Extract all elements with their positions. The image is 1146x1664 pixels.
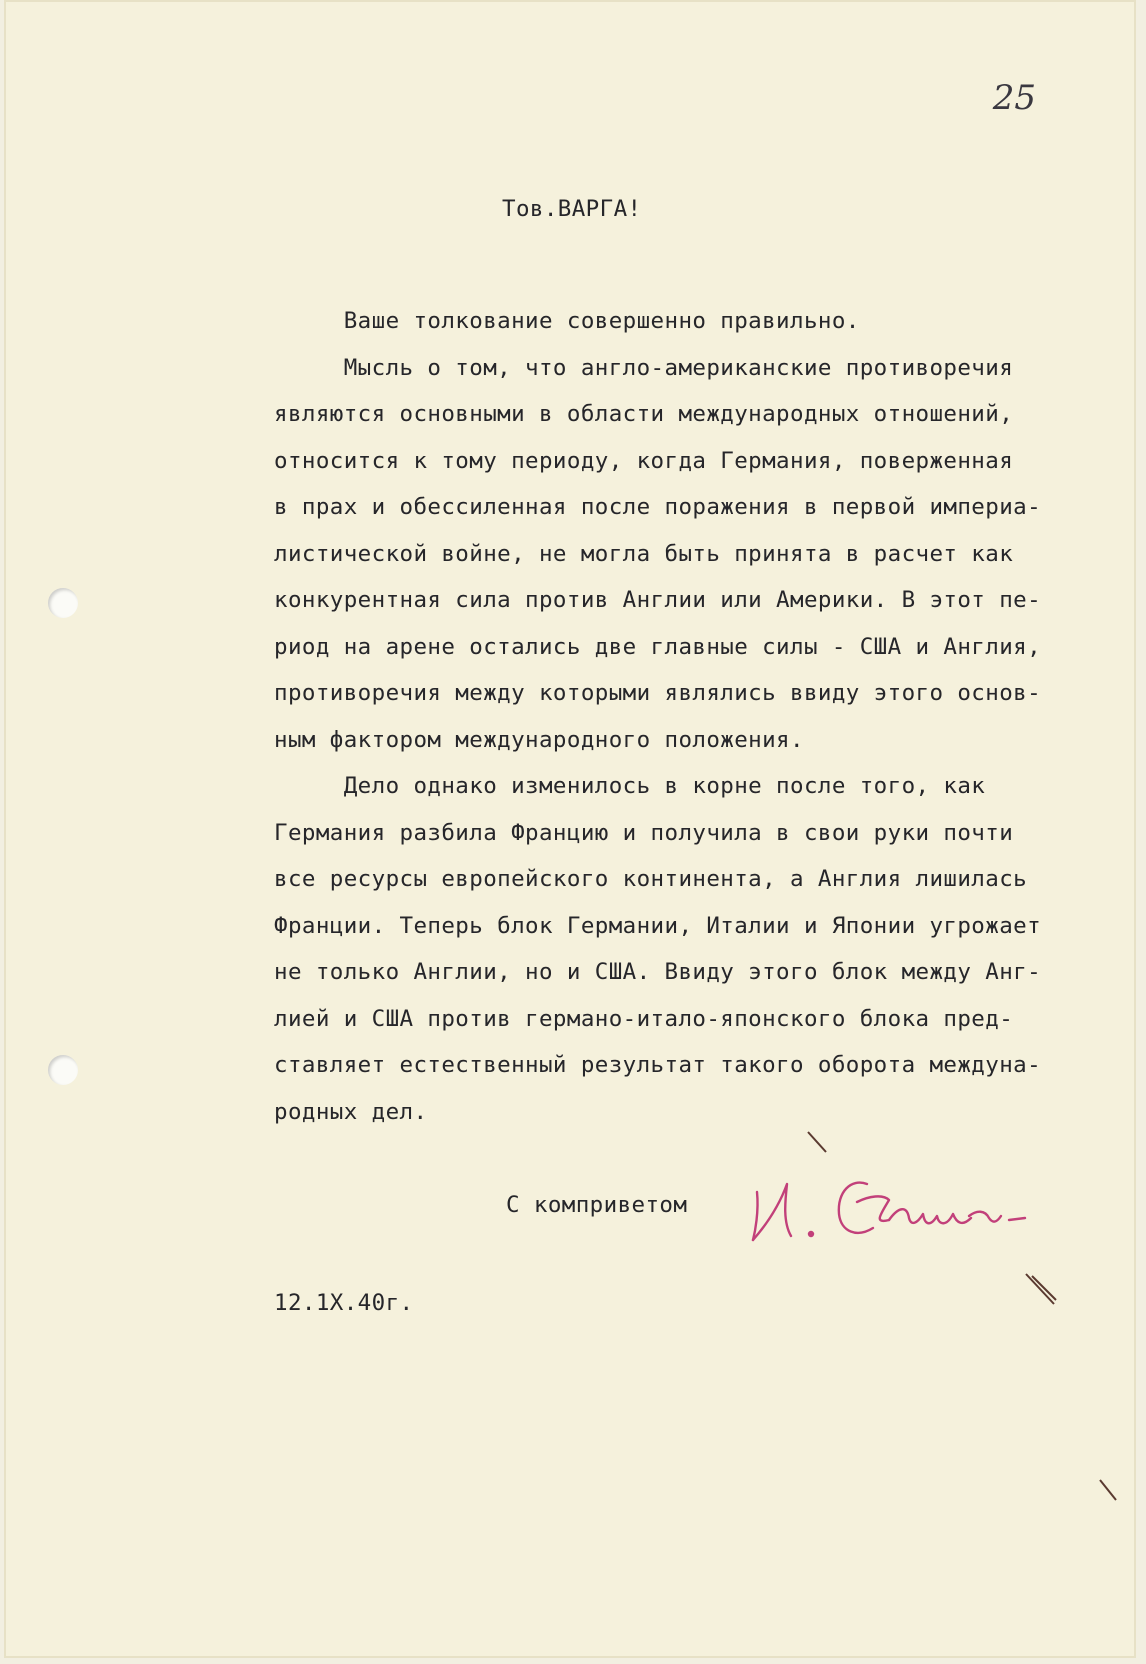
body-line: Ваше толкование совершенно правильно.	[274, 308, 860, 334]
folio-number: 25	[992, 78, 1036, 118]
body-line: являются основными в области международных отношений,	[274, 401, 1014, 427]
body-line: противоречия между которыми являлись ввиду этого основ-	[274, 680, 1042, 706]
signature-handwritten	[739, 1162, 1069, 1252]
body-line: не только Англии, но и США. Ввиду этого блок между Анг-	[274, 959, 1042, 985]
body-line: в прах и обессиленная после поражения в первой империа-	[274, 494, 1042, 520]
body-line: Франции. Теперь блок Германии, Италии и Японии угрожает	[274, 912, 1042, 939]
body-line: ным фактором международного положения.	[274, 726, 804, 753]
letter-date: 12.1Х.40г.	[274, 1290, 414, 1316]
body-line: риод на арене остались две главные силы - США и Англия,	[274, 633, 1042, 660]
document-page	[4, 0, 1136, 1658]
pen-mark-2	[1022, 1270, 1062, 1310]
body-line: Дело однако изменилось в корне после того, как	[274, 773, 986, 799]
body-line: родных дел.	[274, 1098, 428, 1125]
body-line: конкурентная сила против Англии или Америки. В этот пе-	[274, 587, 1042, 613]
punch-hole-top	[48, 588, 78, 618]
pen-mark-3	[1096, 1476, 1122, 1506]
body-line: Германия разбила Францию и получила в свои руки почти	[274, 819, 1014, 846]
pen-mark-1	[804, 1128, 834, 1158]
body-line: листической войне, не могла быть принята в расчет как	[274, 540, 1014, 567]
body-line: Мысль о том, что англо-американские противоречия	[274, 354, 1014, 381]
closing: С комприветом	[506, 1192, 688, 1218]
greeting: Тов.ВАРГА!	[502, 196, 642, 222]
body-line: все ресурсы европейского континента, а Англия лишилась	[274, 866, 1028, 892]
body-line: ставляет естественный результат такого оборота междуна-	[274, 1052, 1042, 1078]
body-line: лией и США против германо-итало-японского блока пред-	[274, 1005, 1014, 1032]
body-line: относится к тому периоду, когда Германия, поверженная	[274, 447, 1014, 474]
punch-hole-bottom	[48, 1055, 78, 1085]
